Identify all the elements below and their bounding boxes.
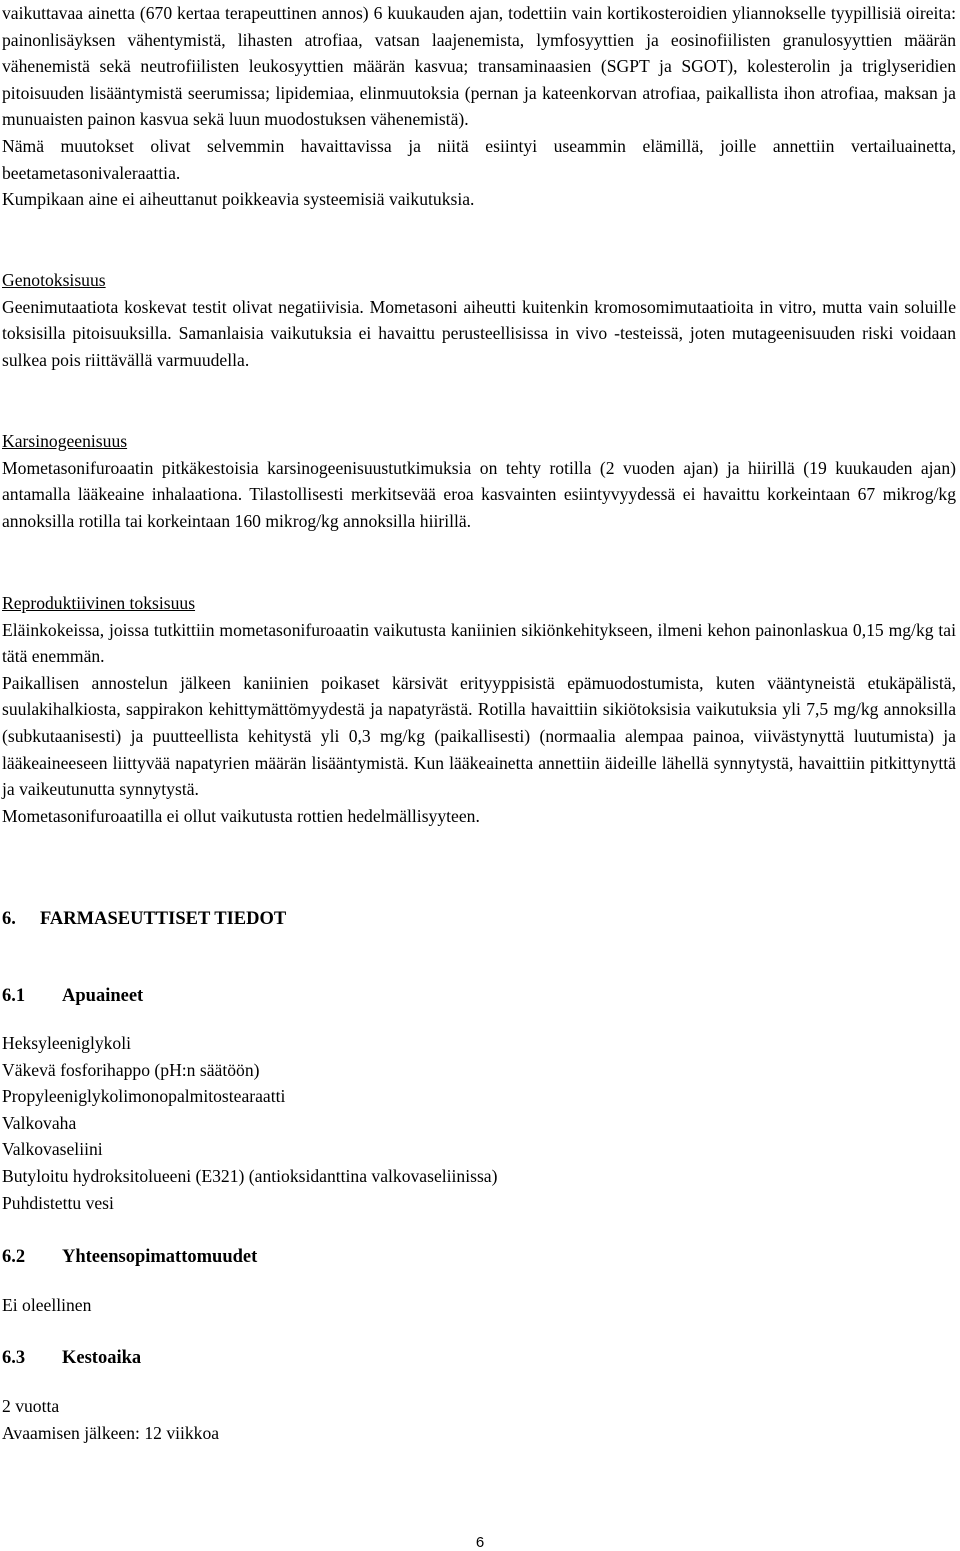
toxicity-section xyxy=(2,0,956,213)
section-number: 6.3 xyxy=(2,1348,26,1368)
section-title: Kestoaika xyxy=(62,1348,142,1368)
paragraph: vaikuttavaa ainetta (670 kertaa terapeuttinen annos) 6 kuukauden ajan, todettiin vain kortikosteroidien yliannokselle tyypillisiä oireita: painonlisäyksen vähentymistä, lihasten atrofiaa, vatsan laajenemista, lymfosyyttien ja eosinofiilisten granulosyyttien määrän vähenemistä sekä neutrofiilisten leukosyyttien määrän kasvua; transaminaasien (SGPT ja SGOT), kolesterolin ja triglyseridien pitoisuuden lisääntymistä seerumissa; lipidemiaa, elinmuutoksia (pernan ja kateenkorvan atrofiaa, paikallista ihon atrofiaa, maksan ja munuaisten painon kasvua sekä luun muodostuksen vähenemistä). xyxy=(2,3,956,130)
section-number: 6. xyxy=(2,909,16,929)
section-6-1 xyxy=(2,983,956,1009)
section-6-3-body xyxy=(2,1393,956,1446)
paragraph: 2 vuotta xyxy=(2,1396,60,1416)
list-item: Valkovaseliini xyxy=(2,1139,103,1160)
paragraph: Nämä muutokset olivat selvemmin havaittavissa ja niitä esiintyi useammin elämillä, joille annettiin vertailuainetta, beetametasonivaleraattia. xyxy=(2,135,956,183)
list-item: Heksyleeniglykoli xyxy=(2,1033,131,1053)
section-subheading: Reproduktiivinen toksisuus xyxy=(2,593,196,613)
paragraph: Avaamisen jälkeen: 12 viikkoa xyxy=(2,1422,220,1443)
excipients-list xyxy=(2,1030,956,1216)
section-number: 6.1 xyxy=(2,986,26,1006)
list-item: Väkevä fosforihappo (pH:n säätöön) xyxy=(2,1059,260,1080)
list-item: Puhdistettu vesi xyxy=(2,1192,114,1213)
section-title: Apuaineet xyxy=(62,986,144,1006)
list-item: Propyleeniglykolimonopalmitostearaatti xyxy=(2,1086,286,1107)
carcinogenicity-section xyxy=(2,428,956,534)
paragraph: Kumpikaan aine ei aiheuttanut poikkeavia systeemisiä vaikutuksia. xyxy=(2,189,475,210)
section-title: FARMASEUTTISET TIEDOT xyxy=(40,909,287,929)
section-6-heading xyxy=(2,906,956,932)
reproductive-toxicity-section xyxy=(2,590,956,829)
section-number: 6.2 xyxy=(2,1247,26,1267)
list-item: Valkovaha xyxy=(2,1112,77,1133)
genotoxicity-section xyxy=(2,267,956,373)
section-6-2 xyxy=(2,1244,956,1270)
list-item: Butyloitu hydroksitolueeni (E321) (antioksidanttina valkovaseliinissa) xyxy=(2,1165,498,1186)
section-6-3 xyxy=(2,1345,956,1371)
paragraph: Mometasonifuroaatin pitkäkestoisia karsinogeenisuustutkimuksia on tehty rotilla (2 vuoden ajan) ja hiirillä (19 kuukauden ajan) antamalla lääkeaine inhalaationa. Tilastollisesti merkitsevää eroa kasvainten esiintyvyydessä ei havaittu korkeintaan 67 mikrog/kg annoksilla rotilla tai korkeintaan 160 mikrog/kg annoksilla hiirillä. xyxy=(2,457,956,531)
paragraph: Eläinkokeissa, joissa tutkittiin mometasonifuroaatin vaikutusta kaniinien sikiönkehitykseen, ilmeni kehon painonlaskua 0,15 mg/kg tai tätä enemmän. xyxy=(2,619,956,667)
section-title: Yhteensopimattomuudet xyxy=(62,1247,258,1267)
paragraph: Paikallisen annostelun jälkeen kaniinien poikaset kärsivät erityyppisistä epämuodostumista, kuten vääntyneistä etukäpälistä, suulakihalkiosta, sappirakon kehittymättömyydestä ja napatyrästä. Rotilla havaittiin sikiötoksisia vaikutuksia yli 7,5 mg/kg annoksilla (subkutaanisesti) ja puutteellista kehitystä yli 0,3 mg/kg (paikallisesti) (normaalia alempaa painoa, viivästynyttä luutumista) ja lääkeaineeseen liittyvää napatyrien määrän lisääntymistä. Kun lääkeainetta annettiin äideille lähellä synnytystä, havaittiin pitkittynyttä ja vaikeutunutta synnytystä. xyxy=(2,672,956,800)
paragraph: Geenimutaatiota koskevat testit olivat negatiivisia. Mometasoni aiheutti kuitenkin kromosomimutaatioita in vitro, mutta vain soluille toksisilla pitoisuuksilla. Samanlaisia vaikutuksia ei havaittu perusteellisissa in vivo -testeissä, joten mutageenisuuden riski voidaan sulkea pois riittävällä varmuudella. xyxy=(2,296,956,370)
section-6-2-body xyxy=(2,1292,956,1319)
paragraph: Mometasonifuroaatilla ei ollut vaikutusta rottien hedelmällisyyteen. xyxy=(2,805,480,826)
section-subheading: Karsinogeenisuus xyxy=(2,431,128,451)
page-number: 6 xyxy=(475,1534,485,1551)
section-subheading: Genotoksisuus xyxy=(2,270,106,290)
paragraph: Ei oleellinen xyxy=(2,1295,92,1315)
